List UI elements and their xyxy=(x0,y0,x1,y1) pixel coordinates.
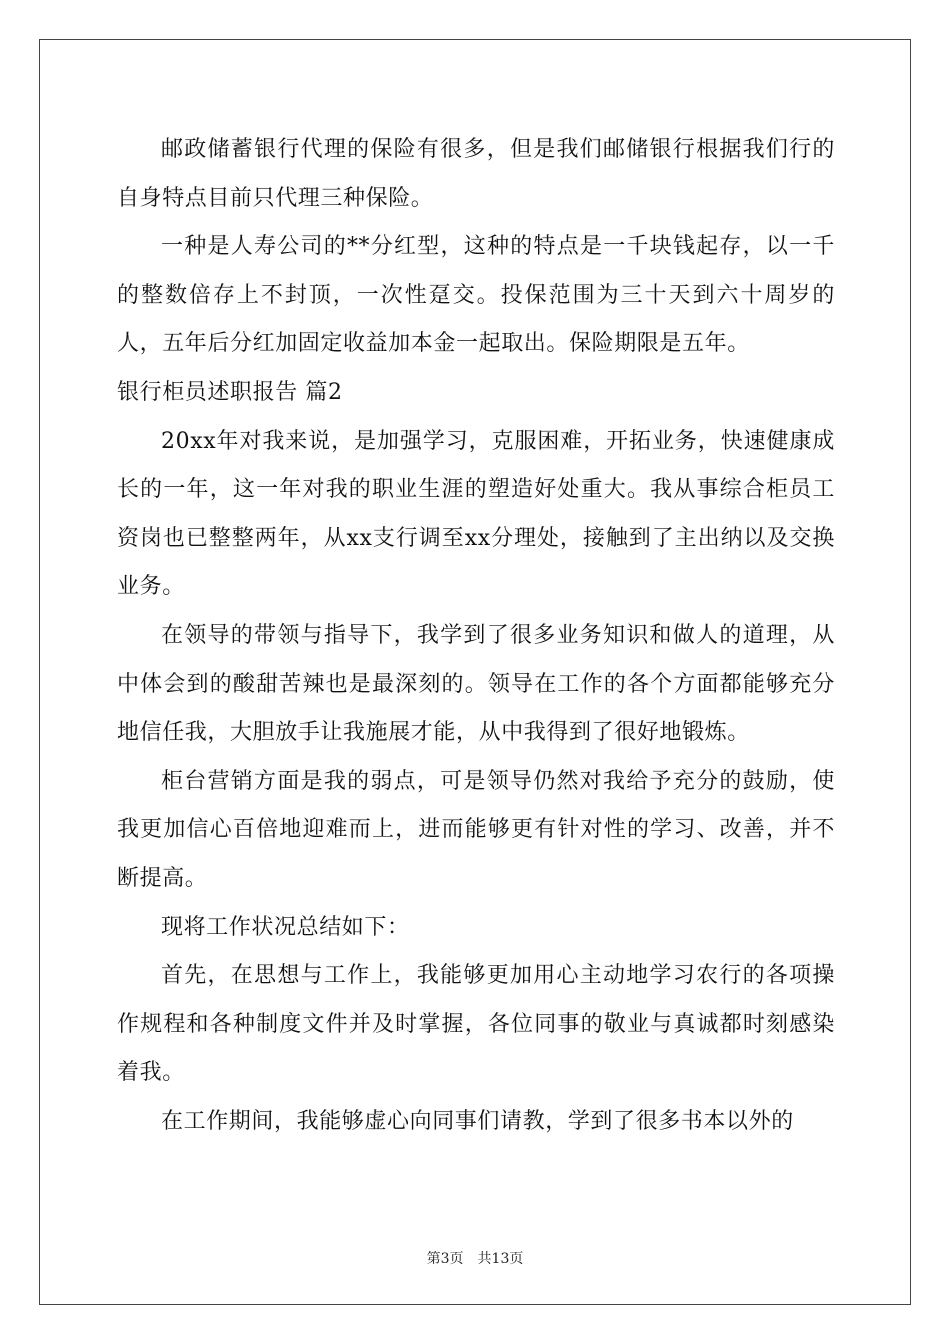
page-number-footer: 第3页 共13页 xyxy=(426,1251,524,1267)
document-body xyxy=(117,126,835,1146)
paragraph-5: 柜台营销方面是我的弱点，可是领导仍然对我给予充分的鼓励，使我更加信心百倍地迎难而上，进而能够更有针对性的学习、改善，并不断提高。 xyxy=(117,768,835,891)
paragraph-1: 邮政储蓄银行代理的保险有很多，但是我们邮储银行根据我们行的自身特点目前只代理三种保险。 xyxy=(117,137,835,211)
paragraph-8: 在工作期间，我能够虚心向同事们请教，学到了很多书本以外的 xyxy=(161,1108,794,1134)
section-heading: 银行柜员述职报告 篇2 xyxy=(117,379,343,405)
paragraph-4: 在领导的带领与指导下，我学到了很多业务知识和做人的道理，从中体会到的酸甜苦辣也是最深刻的。领导在工作的各个方面都能够充分地信任我，大胆放手让我施展才能，从中我得到了很好地锻炼。 xyxy=(117,622,835,746)
paragraph-2: 一种是人寿公司的**分红型，这种的特点是一千块钱起存，以一千的整数倍存上不封顶，一次性趸交。投保范围为三十天到六十周岁的人，五年后分红加固定收益加本金一起取出。保险期限是五年。 xyxy=(117,234,835,357)
paragraph-3: 20xx年对我来说，是加强学习，克服困难，开拓业务，快速健康成长的一年，这一年对我的职业生涯的塑造好处重大。我从事综合柜员工资岗也已整整两年，从xx支行调至xx分理处，接触到了主出纳以及交换业务。 xyxy=(117,428,835,600)
paragraph-6: 现将工作状况总结如下： xyxy=(161,914,410,940)
paragraph-7: 首先，在思想与工作上，我能够更加用心主动地学习农行的各项操作规程和各种制度文件并及时掌握，各位同事的敬业与真诚都时刻感染着我。 xyxy=(117,963,835,1086)
